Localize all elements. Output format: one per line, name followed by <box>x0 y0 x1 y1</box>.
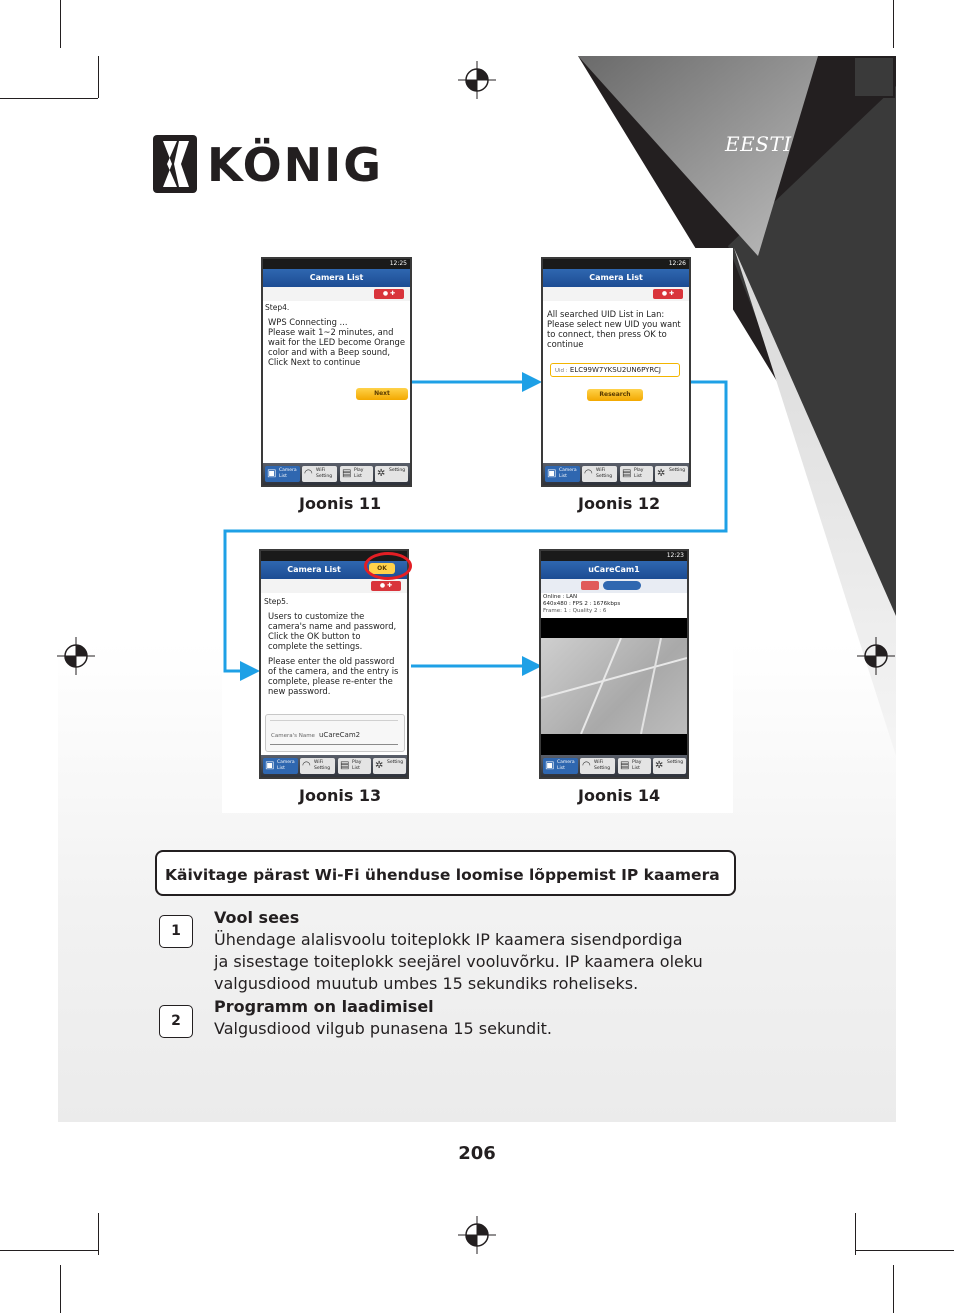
frame-info: Frame: 1 : Quality 2 : 6 <box>543 608 607 614</box>
step-label: Step4. <box>265 303 290 312</box>
status-bar: 12:25 <box>263 259 410 269</box>
tab-bar <box>541 755 687 777</box>
status-bar: 12:23 <box>541 551 687 561</box>
tab-camera-list[interactable]: ▣ Camera List <box>265 466 300 482</box>
tab-wifi-setting[interactable]: ◠ WiFi Setting <box>580 758 615 774</box>
tab-camera-list[interactable]: ▣ Camera List <box>543 758 578 774</box>
wifi-icon: ◠ <box>302 760 311 771</box>
instruction-line: complete the settings. <box>268 641 363 651</box>
instruction-line: WPS Connecting ... <box>268 317 348 327</box>
figure-caption: Joonis 14 <box>578 786 661 805</box>
gear-icon: ✲ <box>377 468 386 479</box>
instruction-line: Please enter the old password <box>268 656 395 666</box>
figure-caption: Joonis 11 <box>299 494 382 513</box>
language-label: EESTI <box>725 132 792 156</box>
instruction-line: Please select new UID you want <box>547 319 681 329</box>
tab-camera-list[interactable]: ▣ Camera List <box>545 466 580 482</box>
tab-bar <box>261 755 407 777</box>
camera-icon: ▣ <box>545 760 555 771</box>
research-button[interactable]: Research <box>587 389 643 401</box>
page-number: 206 <box>458 1143 496 1164</box>
camera-name-field[interactable]: uCareCam2 <box>319 731 361 739</box>
film-icon: ▤ <box>622 468 632 479</box>
tab-play-list[interactable]: ▤ Play List <box>618 758 651 774</box>
tab-bar <box>543 463 689 485</box>
toolbar-button[interactable]: ● ✚ <box>371 581 401 591</box>
section-heading-box <box>155 850 736 896</box>
instruction-line: Click Next to continue <box>268 357 361 367</box>
instruction-line: camera's name and password, <box>268 621 397 631</box>
camera-icon: ▣ <box>547 468 557 479</box>
tab-wifi-setting[interactable]: ◠ WiFi Setting <box>302 466 337 482</box>
step-label: Step5. <box>264 597 289 606</box>
step-text-line: Ühendage alalisvoolu toiteplokk IP kaamera sisendpordiga <box>214 930 683 949</box>
tab-play-list[interactable]: ▤ Play List <box>620 466 653 482</box>
tab-camera-list[interactable]: ▣ Camera List <box>263 758 298 774</box>
wifi-icon: ◠ <box>584 468 593 479</box>
record-button[interactable] <box>581 581 599 590</box>
video-bar-top <box>541 618 687 638</box>
app-title: Camera List <box>263 269 410 287</box>
step-text-line: ja sisestage toiteplokk seejärel vooluvõrku. IP kaamera oleku <box>214 952 703 971</box>
toolbar-button[interactable]: ● ✚ <box>653 289 683 299</box>
logo-text: KÖNIG <box>207 138 384 192</box>
instruction-line: wait for the LED become Orange <box>268 337 406 347</box>
section-title: Käivitage pärast Wi-Fi ühenduse loomise lõppemist IP kaamera <box>165 866 720 884</box>
video-bar-bottom <box>541 734 687 755</box>
tab-bar <box>263 463 410 485</box>
tab-play-list[interactable]: ▤ Play List <box>338 758 371 774</box>
phone-screen-fig11 <box>261 257 412 487</box>
camera-icon: ▣ <box>265 760 275 771</box>
status-bar: 12:26 <box>543 259 689 269</box>
step-text-line: Valgusdiood vilgub punasena 15 sekundit. <box>214 1019 552 1038</box>
live-video-view[interactable] <box>541 638 687 734</box>
gear-icon: ✲ <box>655 760 664 771</box>
ok-highlight-circle <box>364 552 412 580</box>
tab-setting[interactable]: ✲ Setting <box>373 758 406 774</box>
gear-icon: ✲ <box>375 760 384 771</box>
phone-screen-fig13 <box>259 549 409 779</box>
camera-name-label: Camera's Name <box>271 733 315 739</box>
camera-icon: ▣ <box>267 468 277 479</box>
connection-info: Online : LAN <box>543 594 578 600</box>
toolbar-button[interactable]: ● ✚ <box>374 289 404 299</box>
step-title: Vool sees <box>214 908 300 927</box>
instruction-line: complete, please re-enter the <box>268 676 393 686</box>
instruction-line: Click the OK button to <box>268 631 361 641</box>
wifi-icon: ◠ <box>304 468 313 479</box>
next-button[interactable]: Next <box>356 388 408 400</box>
tab-wifi-setting[interactable]: ◠ WiFi Setting <box>300 758 335 774</box>
step-text-line: valgusdiood muutub umbes 15 sekundiks roheliseks. <box>214 974 639 993</box>
instruction-line: Please wait 1~2 minutes, and <box>268 327 394 337</box>
tab-wifi-setting[interactable]: ◠ WiFi Setting <box>582 466 617 482</box>
film-icon: ▤ <box>620 760 630 771</box>
app-title: Camera List <box>543 269 689 287</box>
film-icon: ▤ <box>342 468 352 479</box>
instruction-line: continue <box>547 339 584 349</box>
stream-info: 640x480 : FPS 2 : 1676kbps <box>543 601 621 607</box>
tab-setting[interactable]: ✲ Setting <box>655 466 688 482</box>
phone-screen-fig14 <box>539 549 689 779</box>
phone-screen-fig12 <box>541 257 691 487</box>
wifi-icon: ◠ <box>582 760 591 771</box>
instruction-line: All searched UID List in Lan: <box>547 309 665 319</box>
figure-caption: Joonis 12 <box>578 494 661 513</box>
gear-icon: ✲ <box>657 468 666 479</box>
instruction-line: color and with a Beep sound, <box>268 347 391 357</box>
instruction-line: Users to customize the <box>268 611 365 621</box>
app-title: Camera List <box>261 561 407 579</box>
instruction-line: new password. <box>268 686 331 696</box>
instruction-line: to connect, then press OK to <box>547 329 667 339</box>
video-frame <box>541 638 687 734</box>
step-number-badge: 2 <box>159 1005 193 1038</box>
figure-caption: Joonis 13 <box>299 786 382 805</box>
settings-form <box>265 714 405 752</box>
tab-setting[interactable]: ✲ Setting <box>375 466 408 482</box>
snapshot-button[interactable] <box>603 581 641 590</box>
step-title: Programm on laadimisel <box>214 997 434 1016</box>
step-number-badge: 1 <box>159 915 193 948</box>
tab-play-list[interactable]: ▤ Play List <box>340 466 373 482</box>
instruction-line: of the camera, and the entry is <box>268 666 399 676</box>
tab-setting[interactable]: ✲ Setting <box>653 758 686 774</box>
uid-item[interactable]: Uid : ELC99W7YKSU2UN6PYRCJ <box>550 363 680 377</box>
app-title: uCareCam1 <box>541 561 687 579</box>
film-icon: ▤ <box>340 760 350 771</box>
ok-button[interactable]: OK <box>369 563 395 574</box>
